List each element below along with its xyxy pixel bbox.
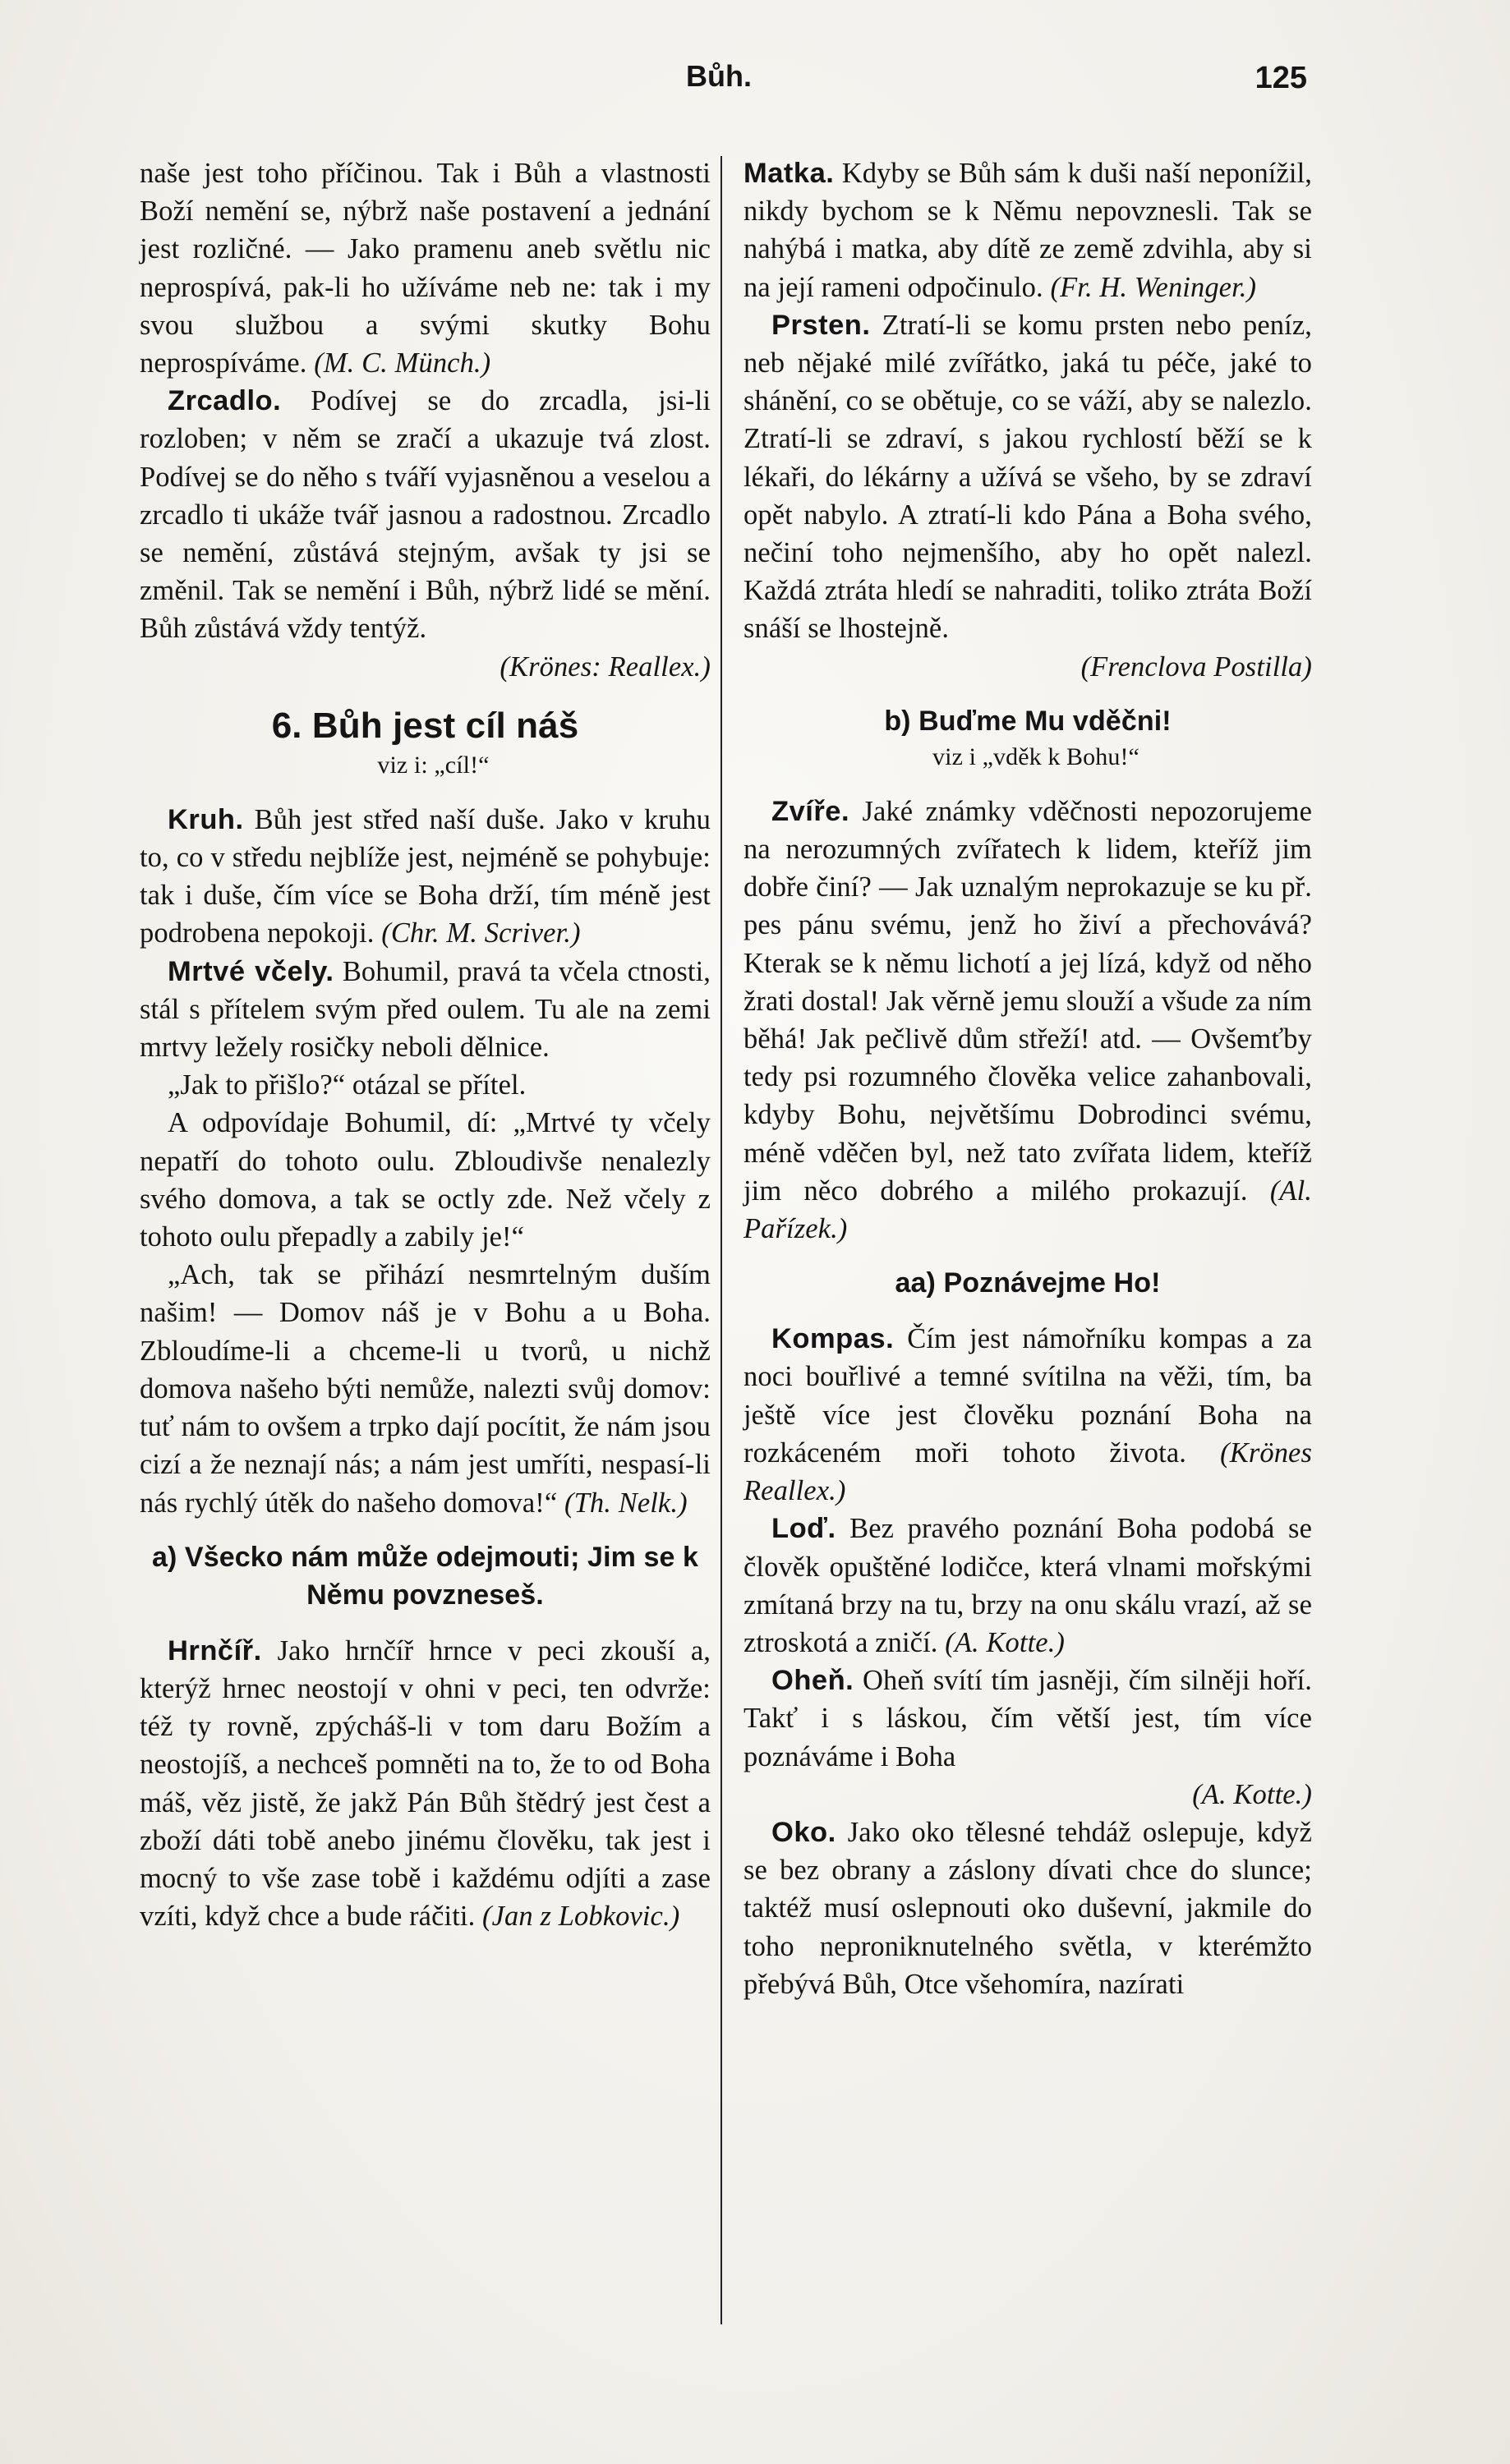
entry-mrtve-vcely bbox=[140, 953, 711, 1067]
entry-keyword: Kompas. bbox=[771, 1323, 895, 1355]
source-citation: (Chr. M. Scriver.) bbox=[381, 917, 581, 949]
entry-text: Bohumil, pravá ta včela ctnosti, stál s přítelem svým před oulem. Tu ale na zemi mrtvy ležely rosičky neboli dělnice. bbox=[140, 955, 711, 1064]
paragraph-text: naše jest toho příčinou. Tak i Bůh a vlastnosti Boží nemění se, nýbrž naše postavení a jednání jest rozličné. — Jako pramenu aneb světlu nic neprospívá, pak-li ho užíváme neb ne: tak i my svou službou a svými skutky Bohu neprospíváme. bbox=[140, 158, 711, 379]
entry-lod bbox=[743, 1510, 1312, 1662]
entry-text: Jako hrnčíř hrnce v peci zkouší a, kterýž hrnec neostojí v ohni v peci, ten odvrže: též ty rovně, zpýcháš-li v tom daru Božím a neostojíš, a nechceš pomněti na to, že to od Boha máš, věz jistě, že jakž Pán Bůh štědrý jest čest a zboží dáti tobě anebo jinému člověku, tak jest i mocný to vše zase tobě i každému odjíti a zase vzíti, když chce a bude ráčiti. bbox=[140, 1634, 711, 1933]
paragraph bbox=[140, 154, 711, 382]
source-citation: (Th. Nelk.) bbox=[564, 1487, 688, 1519]
entry-text: Ztratí-li se komu prsten nebo peníz, neb nějaké milé zvířátko, jaká tu péče, jaké to shánění, co se obětuje, co se váží, aby se nalezlo. Ztratí-li se zdraví, s jakou rychlostí běží se k lékaři, do lékárny a užívá se všeho, by se zdraví opět nabylo. A ztratí-li kdo Pána a Boha svého, nečiní toho nejmenšího, aby ho opět nalezl. Každá ztráta hledí se nahraditi, toliko ztráta Boží snáší se lhostejně. bbox=[743, 309, 1312, 645]
dialogue-line: „Jak to přišlo?“ otázal se přítel. bbox=[168, 1069, 527, 1101]
running-head: Bůh. bbox=[686, 59, 752, 93]
dialogue-line bbox=[140, 1256, 711, 1521]
source-citation: (A. Kotte.) bbox=[1192, 1778, 1312, 1810]
entry-zrcadlo bbox=[140, 382, 711, 647]
entry-text: Čím jest námořníku kompas a za noci bouřlivé a temné svítilna na věži, tím, ba ještě více jest člověku poznání Boha na rozkáceném moři tohoto života. bbox=[743, 1323, 1312, 1469]
entry-text: Jako oko tělesné tehdáž oslepuje, když se bez obrany a záslony dívati chce do slunce; taktéž musí oslepnouti oko duševní, jakmile do toho neproniknutelného světla, v kterémžto přebývá Bůh, Otce všehomíra, nazírati bbox=[743, 1816, 1312, 2000]
source-citation: (Krönes Reallex.) bbox=[743, 1437, 1312, 1507]
entry-keyword: Hrnčíř. bbox=[168, 1634, 262, 1666]
entry-kruh bbox=[140, 801, 711, 953]
section-crossref: viz i: „cíl!“ bbox=[377, 751, 490, 779]
left-column bbox=[140, 154, 711, 1935]
page-number: 125 bbox=[1254, 61, 1307, 95]
section-crossref: viz i „vděk k Bohu!“ bbox=[932, 742, 1139, 770]
entry-matka bbox=[743, 154, 1312, 306]
section-heading: 6. Bůh jest cíl náš bbox=[271, 705, 579, 746]
subsection-heading: b) Buďme Mu vděčni! bbox=[884, 705, 1172, 737]
entry-prsten bbox=[743, 306, 1312, 648]
entry-kompas bbox=[743, 1320, 1312, 1510]
entry-ohen bbox=[743, 1662, 1312, 1776]
entry-hrncir bbox=[140, 1632, 711, 1936]
entry-keyword: Loď. bbox=[771, 1513, 836, 1545]
entry-oko bbox=[743, 1814, 1312, 2003]
source-citation: (Jan z Lobkovic.) bbox=[482, 1901, 680, 1933]
entry-keyword: Zvíře. bbox=[771, 795, 850, 827]
source-line bbox=[743, 1776, 1312, 1814]
entry-keyword: Mrtvé včely. bbox=[168, 955, 334, 987]
entry-text: Bez pravého poznání Boha podobá se člověk opuštěné lodičce, která vlnami mořskými zmítaná brzy na tu, brzy na onu skálu vrazí, až se ztroskotá a zničí. bbox=[743, 1513, 1312, 1658]
source-citation: (Fr. H. Weninger.) bbox=[1050, 271, 1257, 303]
source-citation: (Frenclova Postilla) bbox=[1080, 650, 1312, 683]
entry-text: Bůh jest střed naší duše. Jako v kruhu to, co v středu nejblíže jest, nejméně se pohybuje: tak i duše, čím více se Boha drží, tím méně jest podrobena nepokoji. bbox=[140, 803, 711, 949]
entry-keyword: Zrcadlo. bbox=[168, 385, 282, 417]
entry-text: Podívej se do zrcadla, jsi-li rozloben; v něm se zračí a ukazuje tvá zlost. Podívej se do něho s tváří vyjasněnou a veselou a zrcadlo ti ukáže tvář jasnou a radostnou. Zrcadlo se nemění, zůstává stejným, avšak ty jsi se změnil. Tak se nemění i Bůh, nýbrž lidé se mění. Bůh zůstává vždy tentýž. bbox=[140, 385, 711, 645]
source-citation: (Al. Pařízek.) bbox=[743, 1175, 1312, 1245]
source-citation: (A. Kotte.) bbox=[945, 1626, 1066, 1658]
subsection-heading: a) Všecko nám může odejmouti; Jim se k Němu povzneseš. bbox=[151, 1541, 699, 1611]
right-column bbox=[743, 154, 1312, 2003]
dialogue-text: „Ach, tak se přihází nesmrtelným duším našim! — Domov náš je v Bohu a u Boha. Zbloudíme-li a chceme-li u tvorů, u nichž domova našeho býti nemůže, nalezti svůj domov: tuť nám to ovšem a trpko dají pocítit, že nám jsou cizí a že neznají nás; a nám jest umříti, nespasí-li nás rychlý útěk do našeho domova!“ bbox=[140, 1259, 711, 1519]
entry-text: Oheň svítí tím jasněji, čím silněji hoří. Takť i s láskou, čím větší jest, tím více poznáváme i Boha bbox=[743, 1665, 1312, 1772]
source-citation: (M. C. Münch.) bbox=[314, 347, 491, 379]
entry-text: Jaké známky vděčnosti nepozorujeme na nerozumných zvířatech k lidem, kteříž jim dobře činí? — Jak uznalým neprokazuje se ku př. pes pánu svému, jenž ho živí a přechovává? Kterak se k němu lichotí a jej lízá, když od něho žrati dostal! Jak věrně jemu slouží a všude za ním běhá! Jak pečlivě dům střeží! atd. — Ovšemťby tedy psi rozumného člověka velice zahanbovali, kdyby Bohu, největšímu Dobrodinci svému, méně vděčen byl, než tato zvířata lidem, kteříž jim něco dobrého a milého prokazují. bbox=[743, 795, 1313, 1207]
entry-keyword: Prsten. bbox=[771, 309, 871, 341]
entry-keyword: Oko. bbox=[771, 1816, 836, 1848]
column-divider bbox=[720, 156, 722, 2324]
source-citation: (Krönes: Reallex.) bbox=[499, 650, 711, 683]
entry-keyword: Matka. bbox=[743, 158, 835, 189]
entry-keyword: Kruh. bbox=[168, 803, 244, 835]
entry-keyword: Oheň. bbox=[771, 1665, 854, 1697]
subsection-heading: aa) Poznávejme Ho! bbox=[895, 1267, 1161, 1299]
entry-text: Kdyby se Bůh sám k duši naší neponížil, nikdy bychom se k Němu nepovznesli. Tak se nahýbá i matka, aby dítě ze země zdvihla, aby si na její rameni odpočinulo. bbox=[743, 158, 1312, 303]
source-line bbox=[140, 648, 711, 686]
dialogue-line: A odpovídaje Bohumil, dí: „Mrtvé ty včely nepatří do tohoto oulu. Zbloudivše nenalezly svého domova, a tak se octly zde. Než včely z tohoto oulu přepadly a zabily je!“ bbox=[140, 1107, 711, 1253]
entry-zvire bbox=[743, 793, 1312, 1248]
source-line bbox=[743, 648, 1312, 686]
